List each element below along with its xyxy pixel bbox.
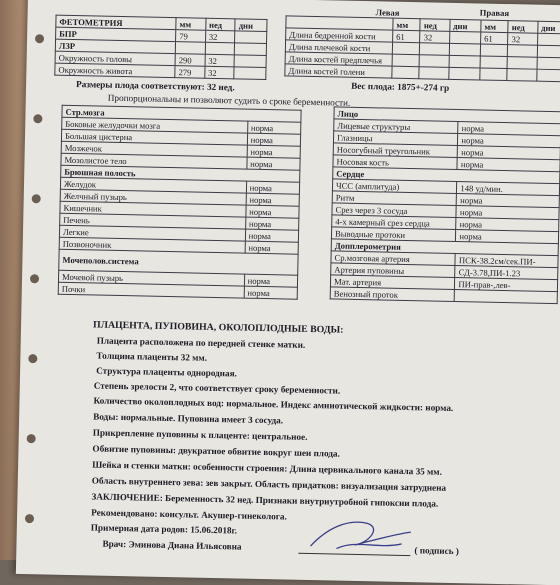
- table-row: Длина плечевой кости: [285, 40, 560, 58]
- table-row: Окружность живота 279 32: [55, 63, 266, 79]
- table-row: Мочевой пузырь норма: [58, 270, 297, 287]
- table-row: Лицевые структуры норма: [334, 119, 560, 136]
- table-row: Длина костей голени: [285, 64, 560, 82]
- punch-hole: [25, 514, 34, 523]
- table-row: Позвоночник норма: [59, 237, 298, 254]
- doctor-line: Врач: Эминова Диана Ильясовна: [102, 538, 242, 552]
- section-title: Допплерометрия: [331, 239, 558, 256]
- table-row: Печень норма: [60, 213, 299, 230]
- ultrasound-report-page: [16, 0, 560, 585]
- table-row: 4-х камерный срез сердца норма: [332, 215, 559, 232]
- table-row: Ритм норма: [332, 191, 559, 208]
- proportion-line: Пропорциональны и позволяют судить о сроке беременности.: [107, 92, 351, 108]
- conclusion-line: ЗАКЛЮЧЕНИЕ: Беременность 32 нед. Признаки внутриутробной гипоксии плода.: [91, 491, 439, 509]
- table-row: ЧСС (амплитуда) 148 уд/мин.: [332, 179, 559, 196]
- table-row: ЛЗР: [55, 39, 266, 55]
- placenta-line: Плацента расположена по передней стенке матки.: [96, 335, 306, 350]
- table-row: Артерия пуповины СД-3.78,ПИ-1.23: [331, 263, 558, 280]
- table-row: Большая цистерна норма: [61, 129, 300, 146]
- table-row: Длина костей предплечья: [285, 52, 560, 70]
- fetometry-title: ФЕТОМЕТРИЯ: [56, 15, 176, 30]
- placenta-line: Толщина плаценты 32 мм.: [96, 350, 208, 363]
- placenta-line: Степень зрелости 2, что соответствует сроку беременности.: [93, 380, 341, 396]
- due-date-line: Примерная дата родов: 15.06.2018г.: [90, 522, 238, 536]
- size-line: Размеры плода соответствуют: 32 нед.: [76, 79, 235, 93]
- table-row: Ср.мозговая артерия ПСК-38.2см/сек.ПИ-: [331, 251, 558, 268]
- placenta-line: Структура плаценты однородная.: [96, 365, 238, 379]
- table-row: Желудок норма: [60, 177, 299, 194]
- section-title: Стр.мозга: [62, 105, 301, 122]
- table-row: Мозжечок норма: [61, 141, 300, 158]
- table-row: Носовая кость норма: [333, 155, 560, 172]
- table-row: Кишечник норма: [60, 201, 299, 218]
- table-row: Почки норма: [58, 282, 297, 299]
- section-title: Мочеполов.система: [59, 249, 298, 275]
- punch-hole: [28, 354, 37, 363]
- anatomy-left-table: [58, 105, 302, 300]
- placenta-line: Воды: нормальные. Пуповина имеет 3 сосуда.: [93, 411, 284, 426]
- placenta-line: Прикрепление пуповины к плаценте: центральное.: [92, 427, 308, 442]
- table-row: Окружность головы 290 32: [55, 51, 266, 67]
- weight-line: Вес плода: 1875+-274 гр: [351, 80, 450, 93]
- section-title: Сердце: [333, 167, 560, 184]
- table-row: Желчный пузырь норма: [60, 189, 299, 206]
- table-row: Мозолистое тело норма: [61, 153, 300, 170]
- table-row: Боковые желудочки мозга норма: [62, 117, 301, 134]
- table-row: БПР 79 32: [56, 27, 267, 43]
- table-row: Венозный проток: [330, 287, 557, 304]
- table-row: Мат. артерия ПИ-прав-,лев-: [330, 275, 557, 292]
- anatomy-right-table: [330, 106, 560, 304]
- placenta-heading: ПЛАЦЕНТА, ПУПОВИНА, ОКОЛОПЛОДНЫЕ ВОДЫ:: [92, 319, 344, 336]
- col-dni: дни: [235, 19, 267, 32]
- table-row: Глазницы норма: [333, 131, 560, 148]
- bones-table: мм нед дни мм нед дни Длина бедренной кости 61 32 61 32 Длина плечевой кости Длина костей предплечья Длина костей голени: [284, 15, 560, 82]
- fetometry-table: [54, 15, 267, 80]
- left-header: Левая: [375, 7, 400, 18]
- recommendation-line: Рекомендовано: консульт. Акушер-гинеколога.: [91, 507, 287, 522]
- punch-hole: [35, 34, 44, 43]
- table-row: Выводные протоки норма: [331, 227, 558, 244]
- punch-hole: [30, 274, 39, 283]
- punch-hole: [32, 194, 41, 203]
- right-header: Правая: [479, 7, 510, 19]
- section-title: Лицо: [334, 107, 560, 124]
- punch-hole: [27, 434, 36, 443]
- placenta-line: Шейка и стенки матки: особенности строения: Длина цервикального канала 35 мм.: [92, 459, 443, 477]
- table-row: Легкие норма: [59, 225, 298, 242]
- placenta-line: Количество околоплодных вод: нормальное. Индекс амниотической жидкости: норма.: [93, 395, 454, 413]
- col-mm: мм: [176, 18, 206, 31]
- placenta-line: Область внутреннего зева: зев закрыт. Область придатков: визуализация затруднена: [91, 475, 447, 493]
- placenta-line: Обвитие пуповины: двукратное обвитие вокруг шеи плода.: [92, 443, 340, 459]
- table-row: Срез через 3 сосуда норма: [332, 203, 559, 220]
- table-row: Носогубный треугольник норма: [333, 143, 560, 160]
- punch-hole: [33, 114, 42, 123]
- table-row: Длина бедренной кости 61 32 61 32: [286, 28, 560, 46]
- col-ned: нед: [205, 18, 235, 31]
- handwritten-signature: [306, 508, 417, 558]
- section-title: Брюшная полость: [61, 165, 300, 182]
- signature-label: ( подпись ): [414, 545, 460, 557]
